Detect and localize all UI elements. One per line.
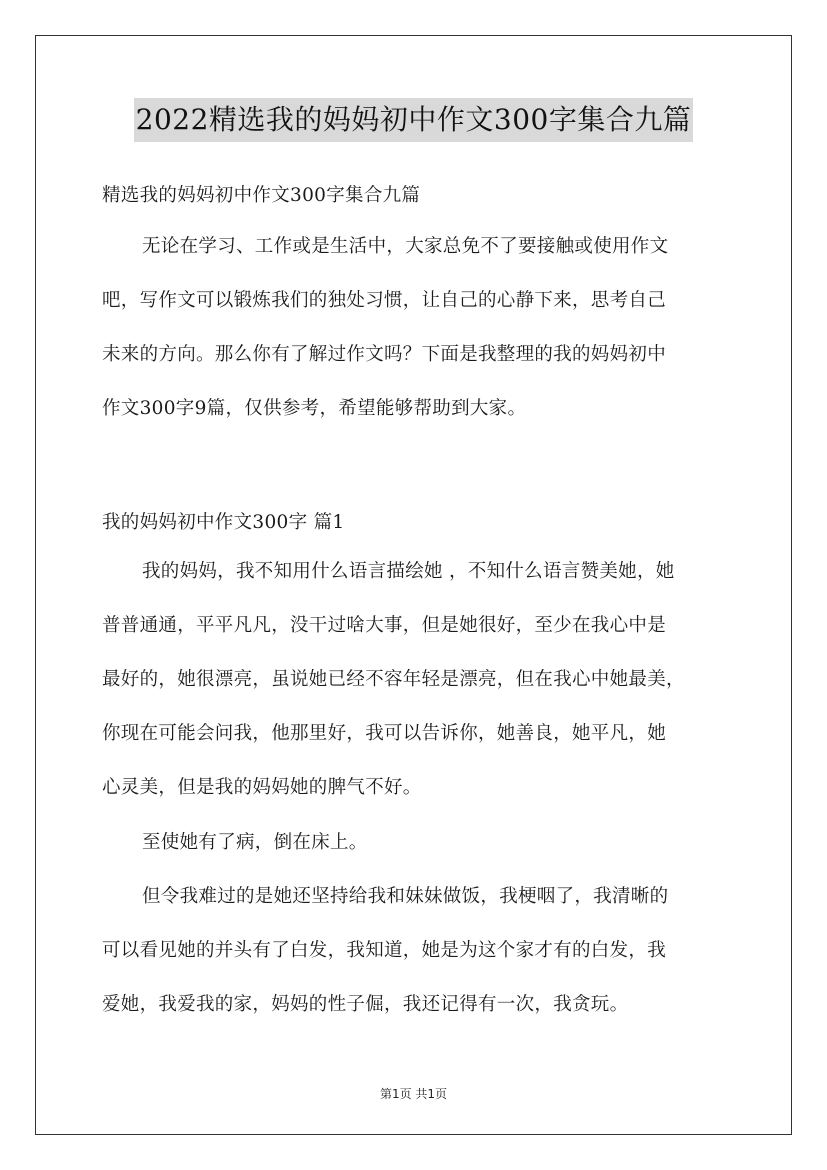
intro-line: 作文300字9篇，仅供参考，希望能够帮助到大家。 xyxy=(102,398,527,419)
paragraph-line: 但令我难过的是她还坚持给我和妹妹做饭，我梗咽了，我清晰的 xyxy=(142,886,669,907)
paragraph-line: 可以看见她的并头有了白发，我知道，她是为这个家才有的白发，我 xyxy=(102,940,667,961)
essay-paragraph-3 xyxy=(102,870,732,1032)
document-title: 2022精选我的妈妈初中作文300字集合九篇 xyxy=(134,98,694,142)
paragraph-line: 至使她有了病，倒在床上。 xyxy=(142,832,368,853)
paragraph-line: 最好的，她很漂亮，虽说她已经不容年轻是漂亮，但在我心中她最美， xyxy=(102,669,685,690)
paragraph-line: 普普通通，平平凡凡，没干过啥大事，但是她很好，至少在我心中是 xyxy=(102,615,667,636)
intro-line: 吧，写作文可以锻炼我们的独处习惯，让自己的心静下来，思考自己 xyxy=(102,290,667,311)
intro-line: 无论在学习、工作或是生活中，大家总免不了要接触或使用作文 xyxy=(142,236,669,257)
intro-paragraph xyxy=(102,220,732,436)
paragraph-line: 我的妈妈，我不知用什么语言描绘她 ，不知什么语言赞美她，她 xyxy=(142,561,675,582)
intro-line: 未来的方向。那么你有了解过作文吗？下面是我整理的我的妈妈初中 xyxy=(102,344,667,365)
essay-paragraph-2 xyxy=(102,816,732,870)
paragraph-line: 心灵美，但是我的妈妈她的脾气不好。 xyxy=(102,777,422,798)
essay-paragraph-1 xyxy=(102,545,732,815)
paragraph-line: 爱她，我爱我的家，妈妈的性子倔，我还记得有一次，我贪玩。 xyxy=(102,994,629,1015)
document-subtitle: 精选我的妈妈初中作文300字集合九篇 xyxy=(102,185,421,206)
page-number: 第1页 共1页 xyxy=(379,1087,448,1101)
title-container xyxy=(0,98,827,142)
paragraph-line: 你现在可能会问我，他那里好，我可以告诉你，她善良，她平凡，她 xyxy=(102,723,667,744)
section-heading: 我的妈妈初中作文300字 篇1 xyxy=(102,512,345,533)
